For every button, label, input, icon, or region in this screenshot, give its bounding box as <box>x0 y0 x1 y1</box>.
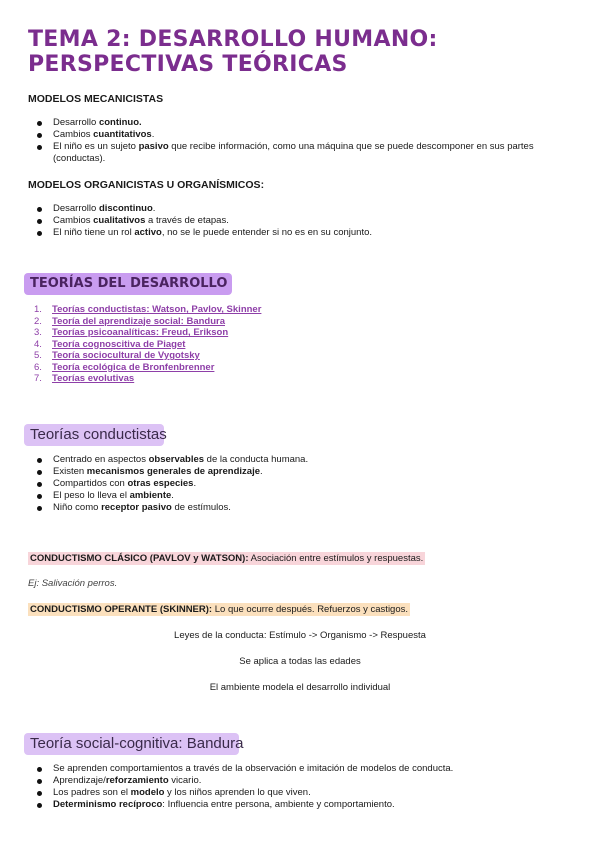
list-item: Compartidos con otras especies. <box>28 478 576 490</box>
list-item: Los padres son el modelo y los niños aprenden lo que viven. <box>28 787 576 799</box>
list-item: Niño como receptor pasivo de estímulos. <box>28 502 576 514</box>
theory-link[interactable]: Teoría sociocultural de Vygotsky <box>52 350 200 361</box>
title-line-2: PERSPECTIVAS TEÓRICAS <box>28 52 348 77</box>
page-title <box>28 27 438 77</box>
list-item: 7. Teorías evolutivas <box>34 373 135 384</box>
theory-link[interactable]: Teorías conductistas: Watson, Pavlov, Skinner <box>52 304 262 315</box>
list-item: 5. Teoría sociocultural de Vygotsky <box>34 350 200 361</box>
ambiente-modela: El ambiente modela el desarrollo individual <box>209 682 391 693</box>
heading-organicistas: MODELOS ORGANICISTAS U ORGANÍSMICOS: <box>28 179 265 191</box>
list-item: Cambios cuantitativos. <box>28 129 576 141</box>
list-item: El peso lo lleva el ambiente. <box>28 490 576 502</box>
list-item: Desarrollo continuo. <box>28 117 576 129</box>
list-item: Centrado en aspectos observables de la conducta humana. <box>28 454 576 466</box>
list-bandura <box>28 763 576 811</box>
theory-link[interactable]: Teoría del aprendizaje social: Bandura <box>52 315 225 327</box>
theory-link[interactable]: Teorías psicoanalíticas: Freud, Erikson <box>52 327 229 338</box>
list-item: 2. Teoría del aprendizaje social: Bandura <box>34 315 225 327</box>
theory-link[interactable]: Teoría cognoscitiva de Piaget <box>52 338 186 350</box>
list-item: 1. Teorías conductistas: Watson, Pavlov, Skinner <box>34 304 262 315</box>
list-item: Determinismo recíproco: Influencia entre persona, ambiente y comportamiento. <box>28 799 576 811</box>
list-item: El niño tiene un rol activo, no se le puede entender si no es en su conjunto. <box>28 227 576 239</box>
list-item: 6. Teoría ecológica de Bronfenbrenner <box>34 361 215 373</box>
conductismo-clasico: CONDUCTISMO CLÁSICO (PAVLOV y WATSON): Asociación entre estímulos y respuestas. <box>30 553 424 564</box>
list-item: Desarrollo discontinuo. <box>28 203 576 215</box>
list-conductistas <box>28 454 576 514</box>
leyes-conducta: Leyes de la conducta: Estímulo -> Organismo -> Respuesta <box>174 630 426 641</box>
theories-index-list <box>28 304 261 385</box>
heading-bandura: Teoría social-cognitiva: Bandura <box>30 735 244 752</box>
theory-link[interactable]: Teorías evolutivas <box>52 373 135 384</box>
list-mecanicistas <box>28 117 576 165</box>
list-item: 3. Teorías psicoanalíticas: Freud, Erikson <box>34 327 229 338</box>
conductismo-operante: CONDUCTISMO OPERANTE (SKINNER): Lo que ocurre después. Refuerzos y castigos. <box>30 604 409 615</box>
theory-link[interactable]: Teoría ecológica de Bronfenbrenner <box>52 361 215 373</box>
example-note: Ej: Salivación perros. <box>28 578 118 589</box>
title-line-1: TEMA 2: DESARROLLO HUMANO: <box>28 27 438 52</box>
heading-mecanicistas: MODELOS MECANICISTAS <box>28 93 164 105</box>
list-item: Existen mecanismos generales de aprendizaje. <box>28 466 576 478</box>
heading-conductistas: Teorías conductistas <box>30 426 167 443</box>
list-item: Cambios cualitativos a través de etapas. <box>28 215 576 227</box>
list-item: Aprendizaje/reforzamiento vicario. <box>28 775 576 787</box>
list-item: Se aprenden comportamientos a través de la observación e imitación de modelos de conducta. <box>28 763 576 775</box>
heading-teorias: TEORÍAS DEL DESARROLLO <box>30 276 228 291</box>
list-organicistas <box>28 203 576 239</box>
list-item: 4. Teoría cognoscitiva de Piaget <box>34 338 186 350</box>
list-item: El niño es un sujeto pasivo que recibe información, como una máquina que se puede descomponer en sus partes (conductas). <box>28 141 576 165</box>
todas-edades: Se aplica a todas las edades <box>239 656 361 667</box>
